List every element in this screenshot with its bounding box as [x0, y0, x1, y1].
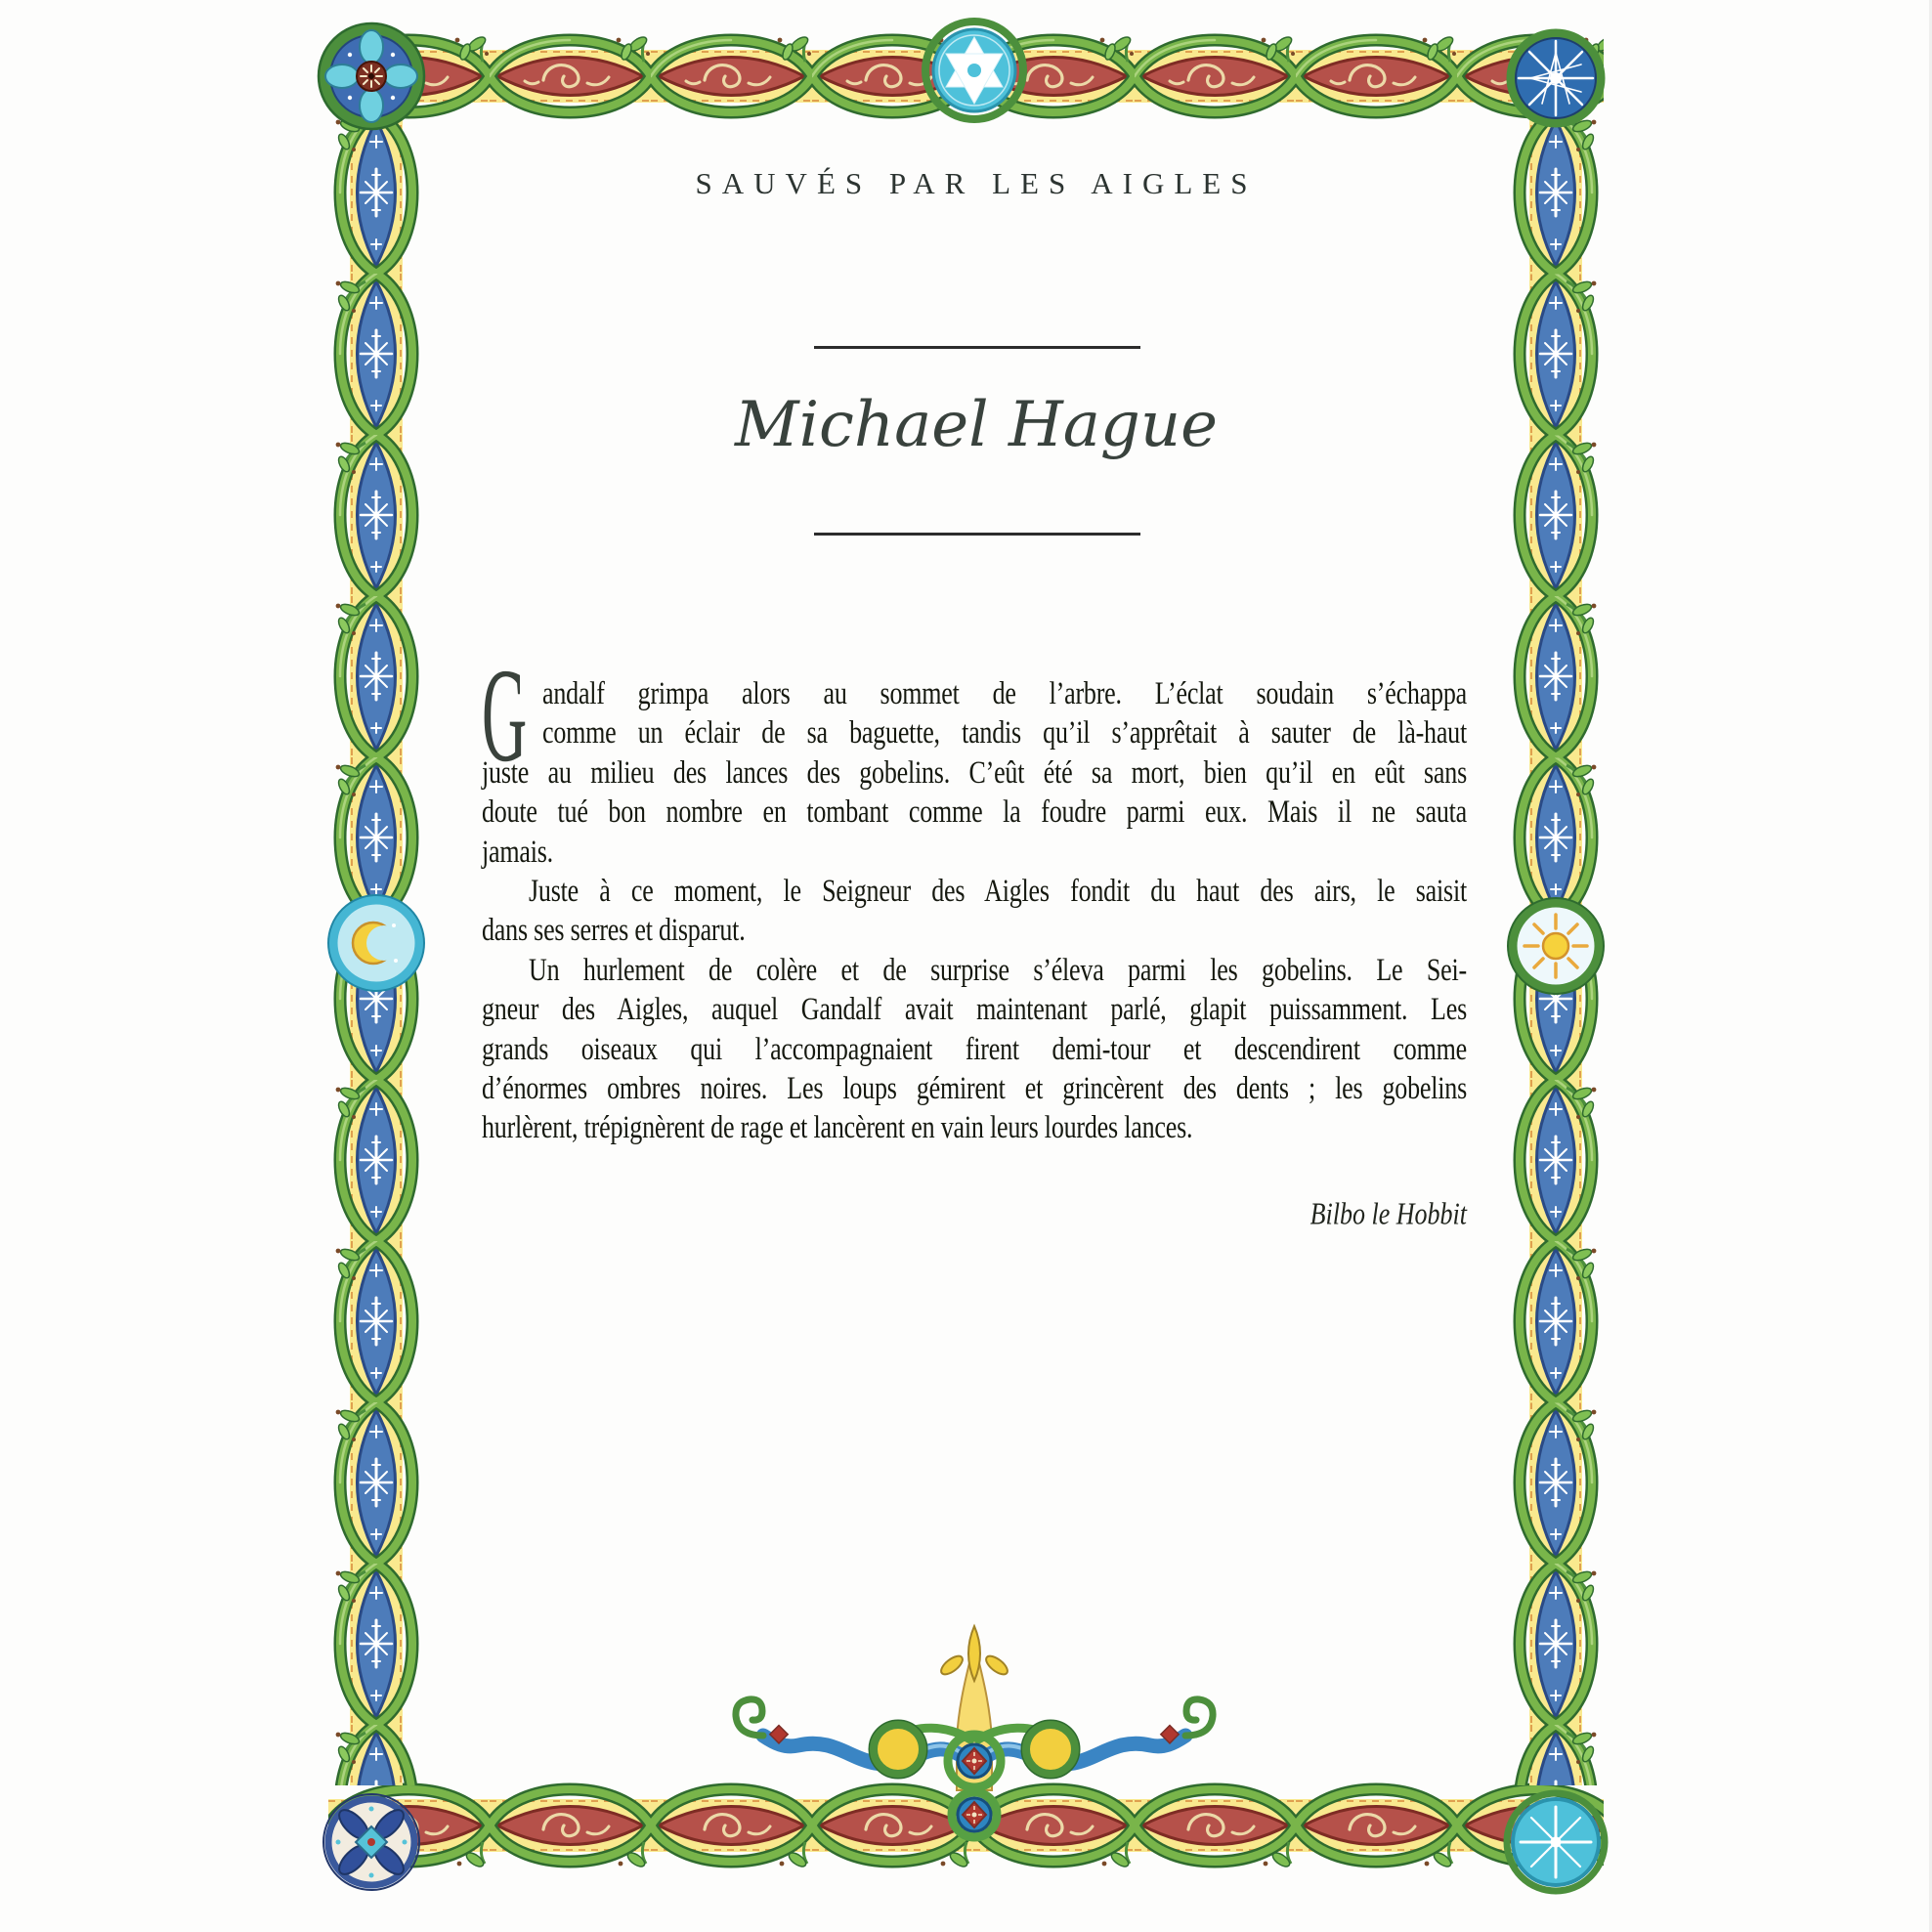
body-line: Juste à ce moment, le Seigneur des Aigles fondit du haut des airs, le saisit — [529, 872, 1467, 909]
body-line: gneur des Aigles, auquel Gandalf avait maintenant parlé, glapit puissamment. Les — [482, 990, 1467, 1027]
body-line: dans ses serres et disparut. — [482, 912, 746, 949]
attribution: Bilbo le Hobbit — [1309, 1197, 1467, 1231]
hexagram-star-medallion-icon — [916, 12, 1033, 129]
sun-medallion-icon — [1497, 887, 1614, 1005]
body-line: doute tué bon nombre en tombant comme la foudre parmi eux. Mais il ne sauta — [482, 793, 1467, 831]
ray-star-medallion-icon — [1497, 1783, 1614, 1901]
body-line: grands oiseaux qui l’accompagnaient firent demi-tour et descendirent comme — [482, 1030, 1467, 1067]
body-line: andalf grimpa alors au sommet de l’arbre. L’éclat soudain s’échappa — [542, 674, 1467, 711]
page-title: SAUVÉS PAR LES AIGLES — [695, 166, 1258, 200]
body-line: hurlèrent, trépignèrent de rage et lancèrent en vain leurs lourdes lances. — [482, 1109, 1193, 1146]
flower-cross-medallion-icon — [313, 1783, 430, 1901]
drop-cap: G — [482, 640, 528, 791]
body-text — [482, 674, 1467, 1148]
cross-rosette-medallion-icon — [313, 18, 430, 135]
author-rule-bottom — [814, 533, 1140, 536]
crescent-moon-medallion-icon — [318, 884, 435, 1002]
author-rule-top — [814, 346, 1140, 349]
body-line: Un hurlement de colère et de surprise s’éleva parmi les gobelins. Le Sei- — [529, 951, 1467, 988]
starburst-medallion-icon — [1497, 20, 1614, 137]
scroll-flourish-ornament-icon — [681, 1622, 1267, 1857]
body-line: comme un éclair de sa baguette, tandis qu’il s’apprêtait à sauter de là-haut — [542, 714, 1467, 751]
body-line: jamais. — [482, 833, 553, 870]
author-name: Michael Hague — [735, 389, 1218, 461]
body-line: d’énormes ombres noires. Les loups gémirent et grincèrent des dents ; les gobelins — [482, 1069, 1467, 1106]
body-line: juste au milieu des lances des gobelins. C’eût été sa mort, bien qu’il en eût sans — [482, 753, 1467, 791]
